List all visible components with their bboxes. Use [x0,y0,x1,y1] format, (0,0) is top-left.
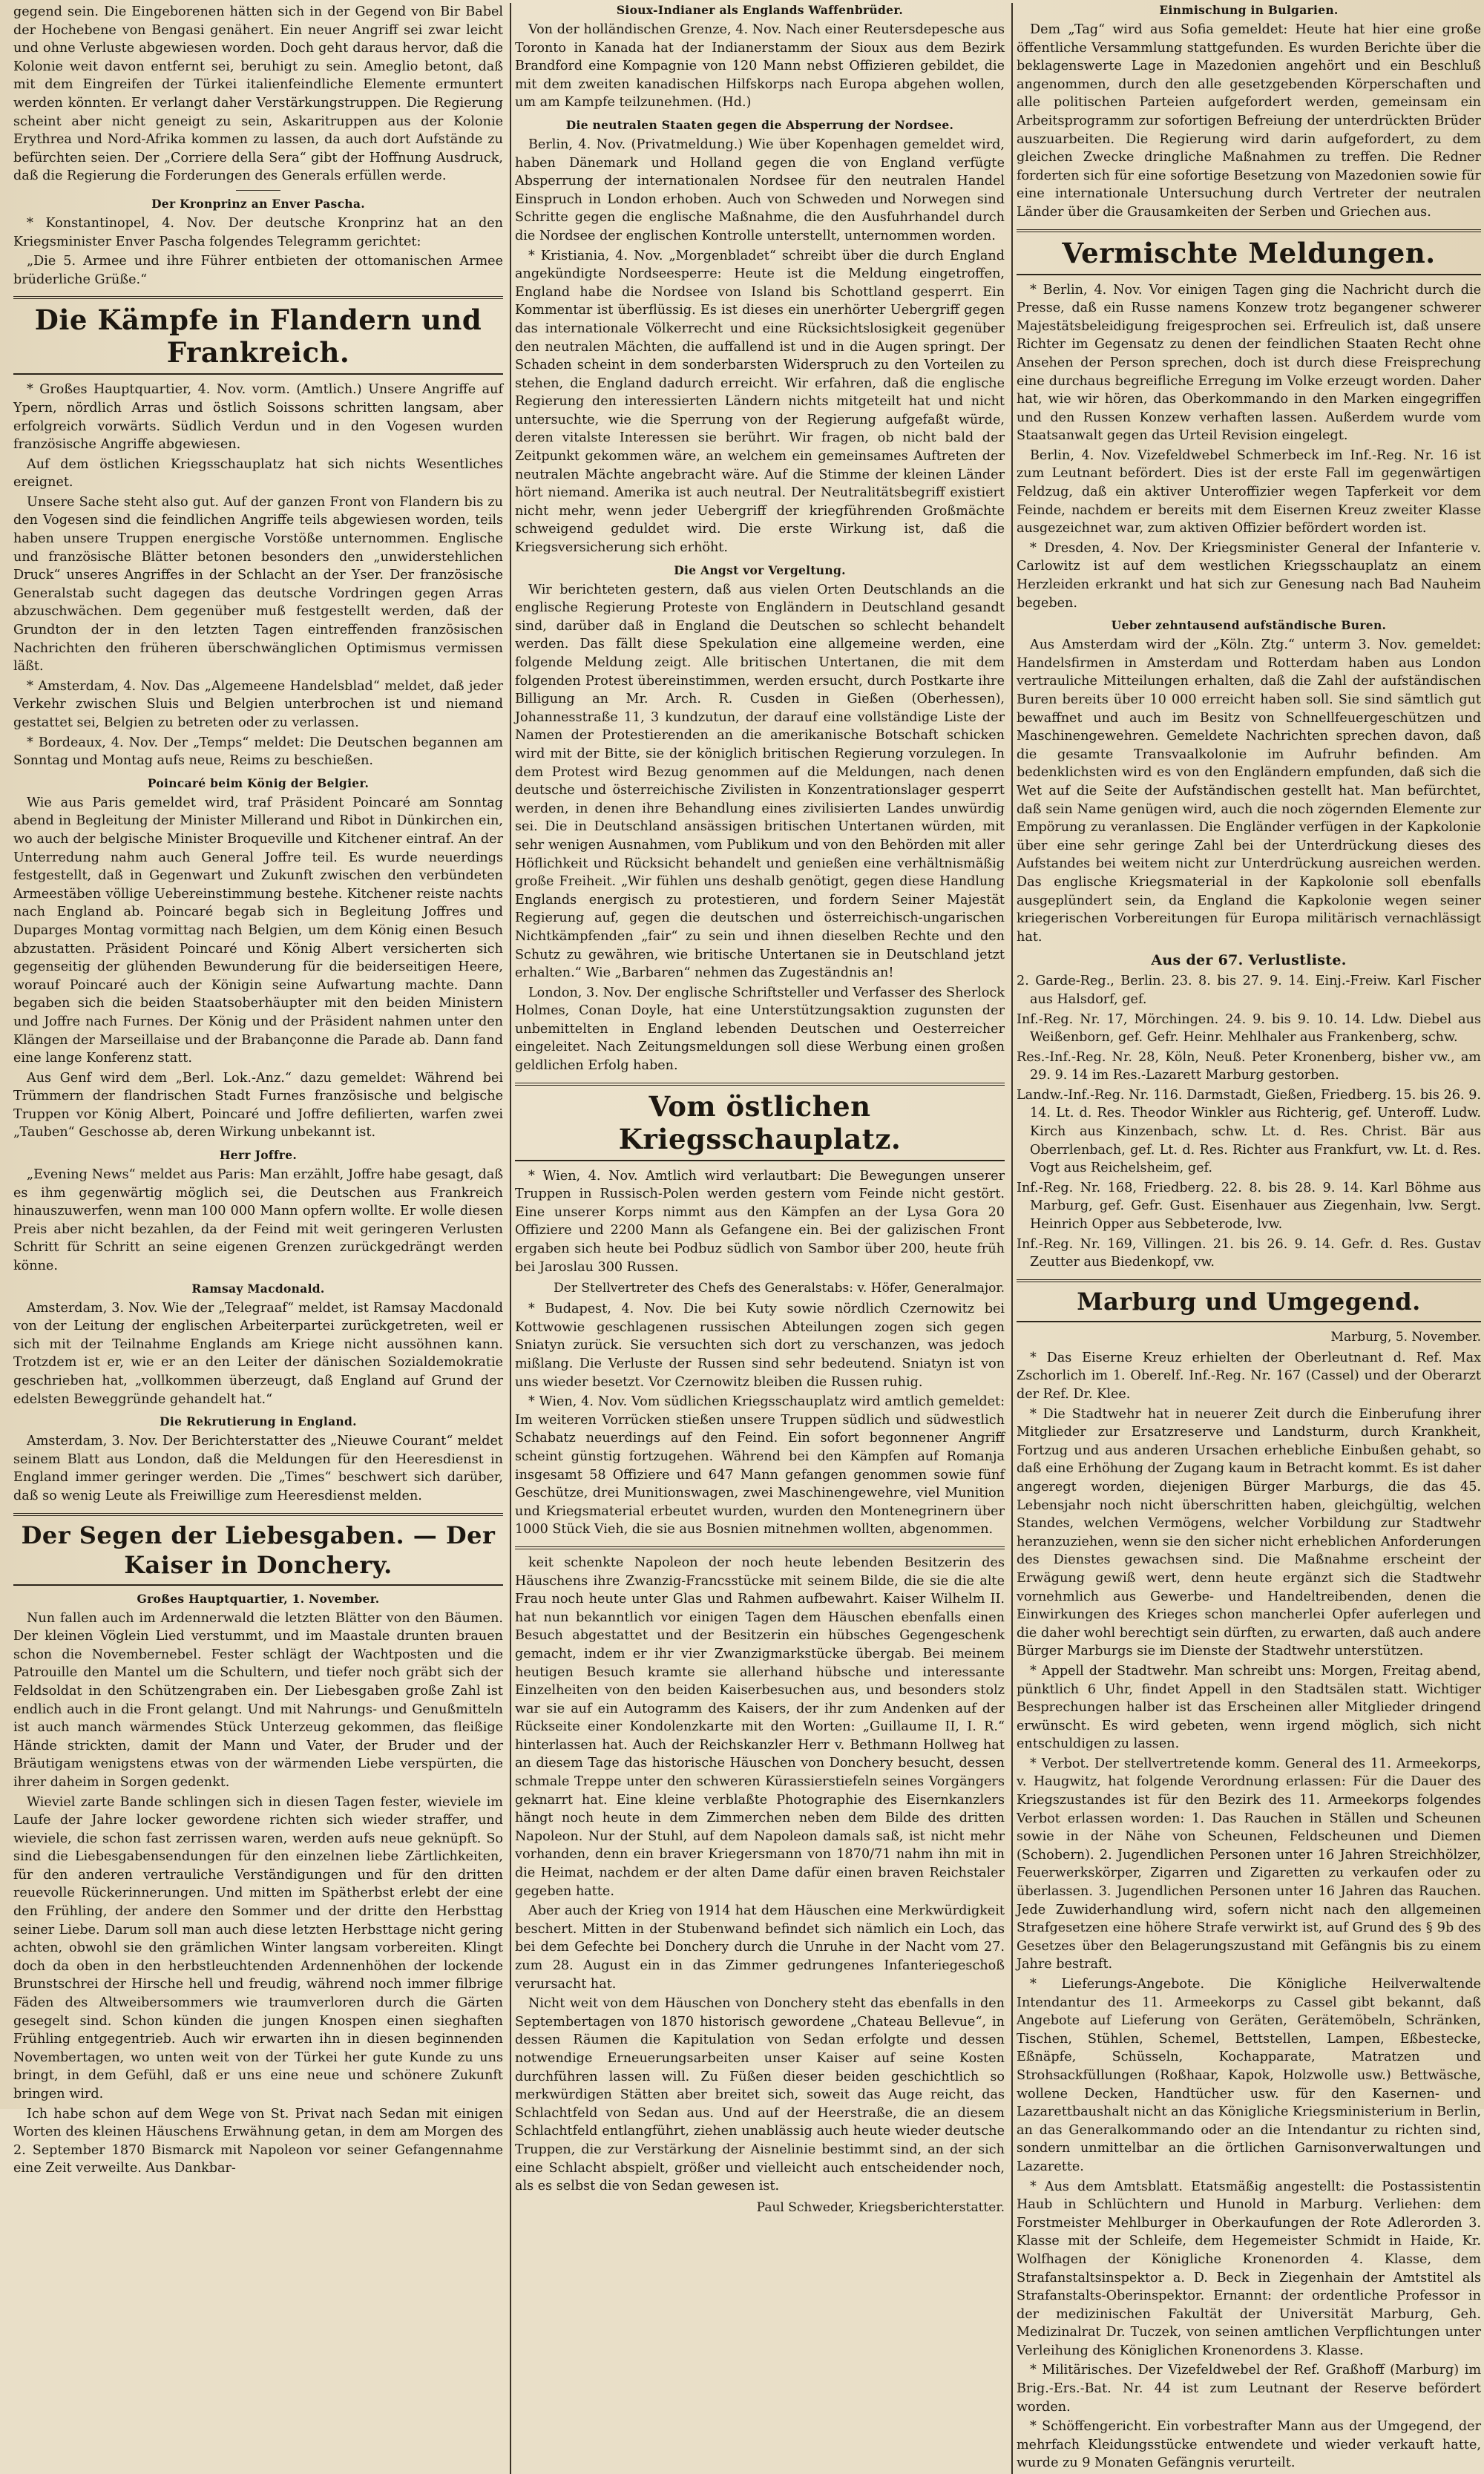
article-paragraph: Dem „Tag“ wird aus Sofia gemeldet: Heute hat hier eine große öffentliche Versammlung stattgefunden. Es wurden Berichte über die beklagenswerte Lage in Mazedonien angehört und ein Beschluß angenommen, durch den alle gesetzgebenden Körperschaften und alle politischen Parteien aufgefordert werden, gemeinsam ein Arbeitsprogramm zur sofortigen Befreiung der unterdrückten Brüder auszuarbeiten. Die Regierung wird darin aufgefordert, zu dem gleichen Zwecke dringliche Maßnahmen zu treffen. Die Redner forderten sich für eine sofortige Besetzung von Mazedonien sowie für eine internationale Untersuchung durch Vertreter der neutralen Länder über die Grausamkeiten der Serben und Griechen aus. [1017,22,1481,220]
article-subheading: Der Kronprinz an Enver Pascha. [151,196,365,211]
section-headline: Die Kämpfe in Flandern und Frankreich. [13,296,503,375]
article-quote: „Die 5. Armee und ihre Führer entbieten der ottomanischen Armee brüderliche Grüße.“ [13,254,503,287]
article-paragraph: keit schenkte Napoleon der noch heute lebenden Besitzerin des Häuschens ihre Zwanzig-Francsstücke mit seinem Bilde, die sie die alte Frau noch heute unter Glas und Rahmen aufbewahrt. Kaiser Wilhelm II. hat nun bekanntlich vor einigen Tagen dem Häuschen ebenfalls einen Besuch abgestattet und der Besitzerin ein hübsches Gegengeschenk gemacht, indem er ihr vier Zwanzigmarkstücke übergab. Bei meinem heutigen Besuch kramte sie allerhand hübsche und interessante Einzelheiten von den beiden Kaiserbesuchen aus, und besonders stolz war sie auf ein Autogramm des Kaisers, der ihr zum Andenken auf der Rückseite einer Kondolenzkarte mit den Worten: „Guillaume II, I. R.“ hinterlassen hat. Auch der Reichskanzler Herr v. Bethmann Hollweg hat an diesem Tage das historische Häuschen von Donchery besucht, dessen schmale Treppe unter den schweren Kürassierstiefeln seines Vorgängers geknarrt hat. Eine kleine verblaßte Photographie des Eisernkanzlers hängt noch heute in dem Zimmerchen neben dem Bilde des dritten Napoleon. Nur der Stuhl, auf dem Napoleon damals saß, ist nicht mehr vorhanden, denn ein braver Kriegersmann von 1870/71 nahm ihn mit in die Heimat, nachdem er der alten Dame dafür einen braven Reichstaler gegeben hatte. [515,1555,1005,1899]
article-subheading: Ueber zehntausend aufständische Buren. [1111,618,1387,633]
article-paragraph: London, 3. Nov. Der englische Schriftsteller und Verfasser des Sherlock Holmes, Conan Doyle, hat eine Unterstützungsaktion zugunsten der unbemittelten in England lebenden Deutschen und Oesterreicher eingeleitet. Nach Zeitungsmeldungen soll diese Werbung einen großen geldlichen Erfolg haben. [515,985,1005,1074]
article-paragraph: Auf dem östlichen Kriegsschauplatz hat sich nichts Wesentliches ereignet. [13,456,503,490]
column-middle [515,3,1008,2474]
article-paragraph: Nun fallen auch im Ardennerwald die letzten Blätter von den Bäumen. Der kleinen Vöglein Lied verstummt, und im Maastale drunten brauen schon die Novembernebel. Fester schlägt der Wachtposten und die Patrouille den Mantel um die Schultern, und tiefer noch gräbt sich der Feldsoldat in den Schützengraben ein. Der Liebesgaben große Zahl ist endlich auch in die Front gelangt. Und mit Nahrungs- und Genußmitteln ist auch manch wärmendes Stück Unterzeug gekommen, das fleißige Hände strickten, damit der Mann und Vater, der Bruder und der Bräutigam wenigstens etwas von der wärmenden Liebe verspürten, die ihrer daheim in Sorgen gedenkt. [13,1610,503,1790]
article-paragraph: Von der holländischen Grenze, 4. Nov. Nach einer Reutersdepesche aus Toronto in Kanada hat der Indianerstamm der Sioux aus dem Bezirk Brandford eine Kompagnie von 120 Mann nebst Offizieren gebildet, die mit dem zweiten kanadischen Hilfskorps nach Europa abgehen wollen, um am Kampfe teilzunehmen. (Hd.) [515,22,1005,111]
article-subheading: Ramsay Macdonald. [191,1281,325,1296]
article-paragraph: Berlin, 4. Nov. (Privatmeldung.) Wie über Kopenhagen gemeldet wird, haben Dänemark und Holland gegen die von England verfügte Absperrung der internationalen Nordsee für den neutralen Handel Einspruch in London erhoben. Auch von Schweden und Norwegen sind Schritte gegen die englische Maßnahme, die den Ausfuhrhandel durch die Nordsee der englischen Kontrolle unterstellt, unternommen worden. [515,137,1005,243]
article-paragraph: Aber auch der Krieg von 1914 hat dem Häuschen eine Merkwürdigkeit beschert. Mitten in der Stubenwand befindet sich nämlich ein Loch, das bei dem Gefechte bei Donchery durch die Unruhe in der Nacht vom 27. zum 28. August ein in das Zimmer gedrungenes Infanteriegeschoß verursacht hat. [515,1903,1005,1992]
article-paragraph: * Großes Hauptquartier, 4. Nov. vorm. (Amtlich.) Unsere Angriffe auf Ypern, nördlich Arras und östlich Soissons schritten langsam, aber erfolgreich vorwärts. Südlich Verdun und in den Vogesen wurden französische Angriffe abgewiesen. [13,382,503,453]
article-subheading: Poincaré beim König der Belgier. [147,775,370,790]
casualty-list [1017,972,1481,1272]
list-item: Res.-Inf.-Reg. Nr. 28, Köln, Neuß. Peter Kronenberg, bisher vw., am 29. 9. 14 im Res.-Lazarett Marburg gestorben. [1017,1049,1481,1083]
article-paragraph: Berlin, 4. Nov. Vizefeldwebel Schmerbeck im Inf.-Reg. Nr. 16 ist zum Leutnant befördert. Dies ist der erste Fall im gegenwärtigen Feldzug, daß ein aktiver Unteroffizier wegen Tapferkeit vor dem Feinde, nachdem er bereits mit dem Eisernen Kreuz zweiter Klasse ausgezeichnet war, zum aktiven Offizier befördert worden ist. [1017,447,1481,537]
article-paragraph: Aus Genf wird dem „Berl. Lok.-Anz.“ dazu gemeldet: Während bei Trümmern der flandrischen Stadt Furnes französische und belgische Truppen vor König Albert, Poincaré und Joffre defilierten, warfen zwei „Tauben“ Geschosse ab, deren Wirkung unbekannt ist. [13,1070,503,1141]
article-subheading: Herr Joffre. [219,1148,298,1163]
article-subheading: Die Angst vor Vergeltung. [674,562,846,577]
article-paragraph: * Lieferungs-Angebote. Die Königliche Heilverwaltende Intendantur des 11. Armeekorps zu Cassel gibt bekannt, daß Angebote auf Lieferung von Geräten, Gerätemöbeln, Schränken, Tischen, Stühlen, Schemel, Bettstellen, Lampen, Eßbestecke, Eßnäpfe, Schüsseln, Kochapparate, Matratzen und Strohsackfüllungen (Roßhaar, Kapok, Holzwolle usw.) Bettwäsche, wollene Decken, Handtücher usw. für den Kasernen- und Lazarettbaushalt nicht an das Königliche Kriegsministerium in Berlin, an das Generalkommando oder an die Intendantur zu richten sind, sondern unmittelbar an die örtlichen Garnisonverwaltungen und Lazarette. [1017,1977,1481,2174]
article-paragraph: * Bordeaux, 4. Nov. Der „Temps“ meldet: Die Deutschen begannen am Sonntag und Montag aufs neue, Reims zu beschießen. [13,735,503,769]
article-paragraph: gegend sein. Die Eingeborenen hätten sich in der Gegend von Bir Babel der Hochebene von Bengasi genähert. Ein neuer Angriff sei zwar leicht und ohne Verluste abgewiesen worden. Doch geht daraus hervor, daß die Kolonie weit davon entfernt sei, beruhigt zu sein. Ameglio betont, daß mit dem Eingreifen der Türkei italienfeindliche Elemente ermuntert werden könnten. Er verlangt daher Verstärkungstruppen. Die Regierung scheint aber nicht geneigt zu sein, Askaritruppen aus der Kolonie Erythrea und Nord-Afrika kommen zu lassen, da auch dort Aufstände zu befürchten seien. Der „Corriere della Sera“ gibt der Hoffnung Ausdruck, daß die Regierung die Forderungen des Generals erfüllen werde. [13,4,503,184]
article-paragraph: * Konstantinopel, 4. Nov. Der deutsche Kronprinz hat an den Kriegsminister Enver Pascha folgendes Telegramm gerichtet: [13,215,503,249]
article-paragraph: Amsterdam, 3. Nov. Der Berichterstatter des „Nieuwe Courant“ meldet seinem Blatt aus London, daß die Meldungen für den Heeresdienst in England immer geringer werden. Die „Times“ beschwert sich darüber, daß so wenig Leute als Freiwillige zum Heeresdienst melden. [13,1434,503,1503]
article-paragraph: Wieviel zarte Bande schlingen sich in diesen Tagen fester, wieviele im Laufe der Jahre locker gewordene richten sich wieder straffer, und wieviele, die schon fast zerrissen waren, werden aufs neue geknüpft. So sind die Liebesgabensendungen für den einzelnen liebe Zärtlichkeiten, für den anderen vertrauliche Verständigungen und für den dritten reuevolle Rückerinnerungen. Und mitten im Spätherbst erlebt der eine den Frühling, der andere den Sommer und der dritte den Herbsttag seiner Liebe. Darum soll man auch diese letzten Herbsttage nicht gering achten, obwohl sie den grämlichen Winter langsam vorbereiten. Klingt doch da oben in den herbstleuchtenden Ardennenhöhen der lockende Brunstschrei der Hirsche hell und freudig, während noch immer filbrige Fäden des Altweibersommers wie traumverloren durch die Gärten gesegelt sind. Schon künden die jungen Knospen einen sieghaften Frühling entgegentrieb. Auch wir erwarten ihn in diesen beginnenden Novembertagen, wo unten weit von der Türkei her gute Kunde zu uns bringt, in dem Gefühl, daß er uns eine neue und schönere Zukunft bringen wird. [13,1794,503,2101]
article-paragraph: Nicht weit von dem Häuschen von Donchery steht das ebenfalls in den Septembertagen von 1870 historisch gewordene „Chateau Bellevue“, in dessen Räumen die Kapitulation von Sedan erfolgte und dessen notwendige Erneuerungsarbeiten unser Kaiser auf seine Kosten durchführen lassen will. Zu Füßen dieser beiden geschichtlich so merkwürdigen Stätten aber breitet sich, soweit das Auge reicht, das Schlachtfeld von Sedan aus. Und auf der Heerstraße, die an diesem Schlachtfeld entlangführt, ziehen unablässig auch heute wieder deutsche Truppen, die zur Verstärkung der Aisnelinie bestimmt sind, an der sich eine Schlacht abspielt, größer und vielleicht auch entscheidender noch, als es selbst die von Sedan gewesen ist. [515,1996,1005,2194]
article-subheading: Sioux-Indianer als Englands Waffenbrüder. [616,3,904,17]
article-paragraph: Amsterdam, 3. Nov. Wie der „Telegraaf“ meldet, ist Ramsay Macdonald von der Leitung der englischen Arbeiterpartei zurückgetreten, weil er sich mit der Teilnahme Englands am Kriege nicht aussöhnen kann. Trotzdem ist er, wie er an den Leiter der dänischen Sozialdemokratie geschrieben hat, „vollkommen überzeugt, daß England auf Grund der edelsten Beweggründe gehandelt hat.“ [13,1300,503,1407]
article-paragraph: Aus Amsterdam wird der „Köln. Ztg.“ unterm 3. Nov. gemeldet: Handelsfirmen in Amsterdam und Rotterdam haben aus London vertrauliche Mitteilungen erhalten, daß die Zahl der aufständischen Buren bereits über 10 000 erreicht haben soll. Sie sind sämtlich gut bewaffnet und auch im Besitz von Schnellfeuergeschützen und Maschinengewehren. Gemeldete Nachrichten sprechen davon, daß die gesamte Transvaalkolonie im Aufruhr befinden. Am bedenklichsten wird es von den Engländern empfunden, daß sich die Wet auf die Seite der Aufständischen gestellt hat. Man befürchtet, daß sein Name genügen wird, auch die noch zögernden Elemente zur Empörung zu veranlassen. Die Engländer verfügen in der Kapkolonie über eine sehr geringe Zahl bei der Unterdrückung dieses des Aufstandes bei weitem nicht zur Unterdrückung ausreichen werden. Das englische Kriegsmaterial in der Kapkolonie soll ebenfalls ausgeplündert sein, da England die Kapkolonie wegen seiner kriegerischen Vorbereitungen für Europa militärisch vernachlässigt hat. [1017,637,1481,945]
article-dateline: Marburg, 5. November. [1330,1329,1481,1345]
article-paragraph: Unsere Sache steht also gut. Auf der ganzen Front von Flandern bis zu den Vogesen sind die feindlichen Angriffe teils abgewiesen worden, teils haben unsere Truppen energische Vorstöße unternommen. Englische und französische Blätter betonen besonders den „unwiderstehlichen Druck“ unseres Angriffes in der Schlacht an der Yser. Der französische Generalstab sucht dagegen das deutsche Vordringen gegen Arras abzuschwächen. Dem gegenüber muß festgestellt werden, daß der Grundton der in den letzten Tagen eintreffenden französischen Nachrichten den früheren überschwänglichen Optimismus vermissen läßt. [13,494,503,675]
column-left [13,3,506,2474]
list-item: Inf.-Reg. Nr. 17, Mörchingen. 24. 9. bis 9. 10. 14. Ldw. Diebel aus Weißenborn, gef. Gefr. Heinr. Mehlhaler aus Frankenberg, schw. [1017,1011,1481,1046]
article-paragraph: * Die Stadtwehr hat in neuerer Zeit durch die Einberufung ihrer Mitglieder zur Ersatzreserve und Landsturm, durch Krankheit, Fortzug und aus anderen Ursachen erhebliche Einbußen gehabt, so daß eine Erhöhung der Zugang kaum in Betracht kommt. Es ist daher angeregt worden, diejenigen Bürger Marburgs, die das 45. Lebensjahr noch nicht überschritten haben, gleichgültig, welchen Standes, welchen Vermögens, welcher Vorbildung zur Stadtwehr heranzuziehen, wenn sie den sicher nicht erheblichen Anforderungen des Dienstes gewachsen sind. Die Maßnahme erscheint der Erwägung gewiß wert, denn heute ergänzt sich die Stadtwehr vornehmlich aus Gewerbe- und Handeltreibenden, denen die Einwirkungen des Krieges schon mancherlei Opfer auferlegen und die daher wohl berechtigt sein dürften, zu erwarten, daß auch andere Bürger Marburgs sie im Dienste der Stadtwehr unterstützen. [1017,1406,1481,1659]
article-paragraph: * Appell der Stadtwehr. Man schreibt uns: Morgen, Freitag abend, pünktlich 6 Uhr, findet Appell in den Stadtsälen statt. Wichtiger Besprechungen halber ist das Erscheinen aller Mitglieder dringend erwünscht. Es wird gebeten, wenn irgend möglich, sich nicht entschuldigen zu lassen. [1017,1663,1481,1752]
article-paragraph: * Wien, 4. Nov. Vom südlichen Kriegsschauplatz wird amtlich gemeldet: Im weiteren Vorrücken stießen unsere Truppen südlich und südwestlich Schabatz neuerdings auf den Feind. Ein sofort begonnener Angriff scheint günstig fortzugehen. Während bei den Kämpfen auf Romanja insgesamt 58 Offiziere und 647 Mann gefangen genommen sowie fünf Geschütze, drei Munitionswagen, zwei Maschinengewehre, viel Munition und Kriegsmaterial erbeutet wurden, wurden den Montenegrinern über 1000 Stück Vieh, die sie aus Bosnien mitnehmen wollten, abgenommen. [515,1394,1005,1538]
signature: Der Stellvertreter des Chefs des Generalstabs: v. Höfer, Generalmajor. [554,1281,1005,1296]
article-paragraph: * Das Eiserne Kreuz erhielten der Oberleutnant d. Ref. Max Zschorlich im 1. Oberelf. Inf.-Reg. Nr. 167 (Cassel) und der Oberarzt der Ref. Dr. Klee. [1017,1350,1481,1402]
article-paragraph: * Wien, 4. Nov. Amtlich wird verlautbart: Die Bewegungen unserer Truppen in Russisch-Polen werden gestern vom Feinde nicht gestört. Eine unserer Korps nimmt aus den Kämpfen an der Lysa Gora 20 Offiziere und 2200 Mann als Gefangene ein. Bei der galizischen Front ergaben sich heute bei Podbuz südlich von Sambor über 200, heute früh bei Jaroslau 300 Russen. [515,1168,1005,1275]
list-item: 2. Garde-Reg., Berlin. 23. 8. bis 27. 9. 14. Einj.-Freiw. Karl Fischer aus Halsdorf, gef. [1017,974,1481,1007]
author-signature: Paul Schweder, Kriegsberichterstatter. [756,2199,1005,2215]
section-headline: Marburg und Umgegend. [1017,1279,1481,1322]
article-subheading: Einmischung in Bulgarien. [1159,3,1339,17]
casualty-list-heading: Aus der 67. Verlustliste. [1151,952,1347,969]
article-paragraph: * Schöffengericht. Ein vorbestrafter Mann aus der Umgegend, der mehrfach Kleidungsstücke entwendete und wieder verkauft hatte, wurde zu 9 Monaten Gefängnis verurteilt. [1017,2419,1481,2471]
article-subheading: Die Rekrutierung in England. [160,1414,357,1429]
column-right [1017,3,1484,2474]
article-paragraph: * Verbot. Der stellvertretende komm. General des 11. Armeekorps, v. Haugwitz, hat folgende Verordnung erlassen: Für die Dauer des Kriegszustandes ist für den Bezirk des 11. Armeekorps folgendes Verbot erlassen worden: 1. Das Rauchen in Ställen und Scheunen sowie in der Nähe von Scheunen, Feldscheunen und Diemen (Schobern). 2. Jugendlichen Personen unter 16 Jahren Streichhölzer, Feuerwerkskörper, Zigarren und Zigaretten zu verkaufen oder zu überlassen. 3. Jugendlichen Personen unter 16 Jahren das Rauchen. Jede Zuwiderhandlung wird, sofern nicht nach den allgemeinen Strafgesetzen eine höhere Strafe verwirkt ist, auf Grund des § 9b des Gesetzes über den Belagerungszustand mit Gefängnis bis zu einem Jahre bestraft. [1017,1756,1481,1972]
article-paragraph: * Aus dem Amtsblatt. Etatsmäßig angestellt: die Postassistentin Haub in Schlüchtern und Hunold in Marburg. Verliehen: dem Forstmeister Mehlburger in Oberkaufungen der Rote Adlerorden 3. Klasse mit der Schleife, dem Hegemeister Schmidt in Haide, Kr. Wolfhagen der Königliche Kronenorden 4. Klasse, dem Strafanstaltsinspektor a. D. Beck in Ziegenhain der Amtstitel als Strafanstalts-Oberinspektor. Ernannt: der ordentliche Professor in der medizinischen Fakultät der Universität Marburg, Geh. Medizinalrat Dr. Tuczek, von seinen amtlichen Verpflichtungen unter Verleihung des Königlichen Kronenordens 3. Klasse. [1017,2179,1481,2358]
list-item: Landw.-Inf.-Reg. Nr. 116. Darmstadt, Gießen, Friedberg. 15. bis 26. 9. 14. Lt. d. Res. Theodor Winkler aus Richterig, gef. Unteroff. Ludw. Kirch aus Kinzenbach, schw. Lt. d. Res. Christ. Bär aus Oberrlenbach, gef. Lt. d. Res. Richter aus Frankfurt, vw. Lt. d. Res. Vogt aus Reichelsheim, gef. [1017,1087,1481,1176]
list-item: Inf.-Reg. Nr. 168, Friedberg. 22. 8. bis 28. 9. 14. Karl Böhme aus Marburg, gef. Gefr. Gust. Eisenhauer aus Ziegenhain, lvw. Sergt. Heinrich Opper aus Sebbeterode, lvw. [1017,1180,1481,1233]
article-dateline: Großes Hauptquartier, 1. November. [137,1591,380,1606]
article-paragraph: * Dresden, 4. Nov. Der Kriegsminister General der Infanterie v. Carlowitz ist auf dem westlichen Kriegsschauplatz an einem Herzleiden erkrankt und hat sich zur Genesung nach Bad Nauheim begeben. [1017,540,1481,611]
section-headline: Vom östlichen Kriegsschauplatz. [515,1083,1005,1161]
divider [515,1546,1005,1549]
article-paragraph: Ich habe schon auf dem Wege von St. Privat nach Sedan mit einigen Worten des kleinen Häuschens Erwähnung getan, in dem am Morgen des 2. September 1870 Bismarck mit Napoleon vor seiner Gefangennahme eine Zeit verweilte. Aus Dankbar- [13,2106,503,2176]
section-headline: Vermischte Meldungen. [1017,229,1481,275]
article-paragraph: * Berlin, 4. Nov. Vor einigen Tagen ging die Nachricht durch die Presse, daß ein Russe namens Konzew trotz begangener schwerer Majestätsbeleidigung freigesprochen sei. Erfreulich ist, daß unsere Richter im Gegensatz zu denen der feindlichen Staaten Recht ohne Ansehen der Person sprechen, doch ist durch diese Freisprechung eine durchaus begreifliche Erregung im Volke erzeugt worden. Daher hat, wie wir hören, das Oberkommando in den Marken eingegriffen und den Russen Konzew verhaften lassen. Außerdem wurde vom Staatsanwalt gegen das Urteil Revision eingelegt. [1017,282,1481,444]
feuilleton-headline: Der Segen der Liebesgaben. — Der Kaiser in Donchery. [13,1513,503,1586]
article-paragraph: * Amsterdam, 4. Nov. Das „Algemeene Handelsblad“ meldet, daß jeder Verkehr zwischen Sluis und Belgien unterbrochen ist und niemand gestattet sei, Belgien zu betreten oder zu verlassen. [13,678,503,730]
article-paragraph: * Militärisches. Der Vizefeldwebel der Ref. Graßhoff (Marburg) im Brig.-Ers.-Bat. Nr. 44 ist zum Leutnant der Reserve befördert worden. [1017,2363,1481,2415]
divider [236,190,280,191]
article-paragraph: „Evening News“ meldet aus Paris: Man erzählt, Joffre habe gesagt, daß es ihm gegenwärtig möglich sei, die Deutschen aus Frankreich hinauszuwerfen, wenn man 100 000 Mann opfern wollte. Er wolle diesen Preis aber nicht bezahlen, da der Feind mit weit geringeren Verlusten Schritt für Schritt an seine eigenen Grenzen zurückgedrängt werden könne. [13,1167,503,1274]
article-subheading: Die neutralen Staaten gegen die Absperrung der Nordsee. [565,117,954,132]
article-paragraph: Wie aus Paris gemeldet wird, traf Präsident Poincaré am Sonntag abend in Begleitung der Minister Millerand und Ribot in Dünkirchen ein, wo auch der belgische Minister Broqueville und Kitchener eintraf. An der Unterredung nahm auch General Joffre teil. Es wurde neuerdings festgestellt, daß in Gegenwart und Zukunft zwischen den verbündeten Armeestäben völlige Uebereinstimmung bestehe. Kitchener reiste nachts nach England ab. Poincaré begab sich in Begleitung Joffres und Duparges Montag vormittag nach Belgien, um dem König einen Besuch abzustatten. Präsident Poincaré und König Albert versicherten sich gegenseitig der glühenden Bewunderung für die beiderseitigen Heere, worauf Poincaré auch der Königin seine Aufwartung machte. Dann begaben sich die beiden Staatsoberhäupter mit den beiden Ministern und Joffre nach Furnes. Der König und der Präsident nahmen unter den Klängen der Marseillaise und der Brabançonne die Parade ab. Dann fand eine lange Konferenz statt. [13,795,503,1066]
article-paragraph: Wir berichteten gestern, daß aus vielen Orten Deutschlands an die englische Regierung Proteste von Engländern in Deutschland gesandt sind, darüber daß in England die Deutschen so schlecht behandelt werden. Das fällt diese Spekulation eine allgemeine werden, eine folgende Meldung zeigt. Alle britischen Untertanen, die mit dem folgenden Protest übereinstimmen, werden ersucht, durch Postkarte ihre Billigung an Mr. Arch. R. Cusden in Gießen (Oberhessen), Johannesstraße 11, 3 kundzutun, der darauf eine vollständige Liste der Namen der Protestierenden an die amerikanische Botschaft schicken wird mit der Bitte, sie der königlich britischen Regierung vorzulegen. In dem Protest wird Bezug genommen auf die Meldungen, nach denen deutsche und österreichische Zivilisten in Konzentrationslager gesperrt werden, in denen ihre Behandlung eines zivilisierten Landes unwürdig sei. Die in Deutschland ansässigen britischen Untertanen würden, mit sehr wenigen Ausnahmen, vom Publikum und von den Behörden mit aller Höflichkeit und Rücksicht behandelt und genießen eine verhältnismäßig große Freiheit. „Wir fühlen uns deshalb genötigt, gegen diese Handlung Englands energisch zu protestieren, und fordern Seiner Majestät Regierung auf, gegen die deutschen und österreichisch-ungarischen Nichtkämpfenden „fair“ zu sein und ihnen dieselben Rechte und den Schutz zu gewähren, wie britische Untertanen sie in Deutschland jetzt erhalten.“ Wie „Barbaren“ nehmen das Zugeständnis an! [515,582,1005,981]
article-paragraph: * Budapest, 4. Nov. Die bei Kuty sowie nördlich Czernowitz bei Kottwowie geschlagenen russischen Abteilungen zogen sich gegen Sniatyn zurück. Sie versuchten sich dort zu verschanzen, was jedoch mißlang. Die Verluste der Russen sind sehr bedeutend. Sniatyn ist von uns wieder besetzt. Vor Czernowitz bleiben die Russen ruhig. [515,1302,1005,1390]
list-item: Inf.-Reg. Nr. 169, Villingen. 21. bis 26. 9. 14. Gefr. d. Res. Gustav Zeutter aus Biedenkopf, vw. [1017,1236,1481,1270]
article-paragraph: * Kristiania, 4. Nov. „Morgenbladet“ schreibt über die durch England angekündigte Nordseesperre: Heute ist die Meldung eingetroffen, England habe die Nordsee von Island bis Schottland gesperrt. Ein Kommentar ist überflüssig. Es ist dieses ein unerhörter Uebergriff gegen das internationale Völkerrecht und eine Rücksichtslosigkeit gegenüber den neutralen Mächten, die auffallend ist und in die Augen springt. Der Schaden scheint in dem sonderbarsten Widerspruch zu den Vorteilen zu stehen, die England dadurch erreicht. Wir erfahren, daß die englische Regierung den interessierten Ländern nichts mitgeteilt hat und nicht untersuchte, wie die Sperrung von der Regierung aufgefaßt würde, deren vitalste Interessen sie berührt. Wir fragen, ob nicht bald der Zeitpunkt gekommen wäre, an welchem ein gemeinsames Auftreten der neutralen Mächte angebracht wäre. Auf die Stimme der kleinen Länder hört niemand. Amerika ist auch neutral. Der Neutralitätsbegriff existiert nicht mehr, wenn jeder Uebergriff der kriegführenden Großmächte schweigend geduldet wird. Die erste Wirkung ist, daß die Kriegsversicherung sich erhöht. [515,248,1005,556]
